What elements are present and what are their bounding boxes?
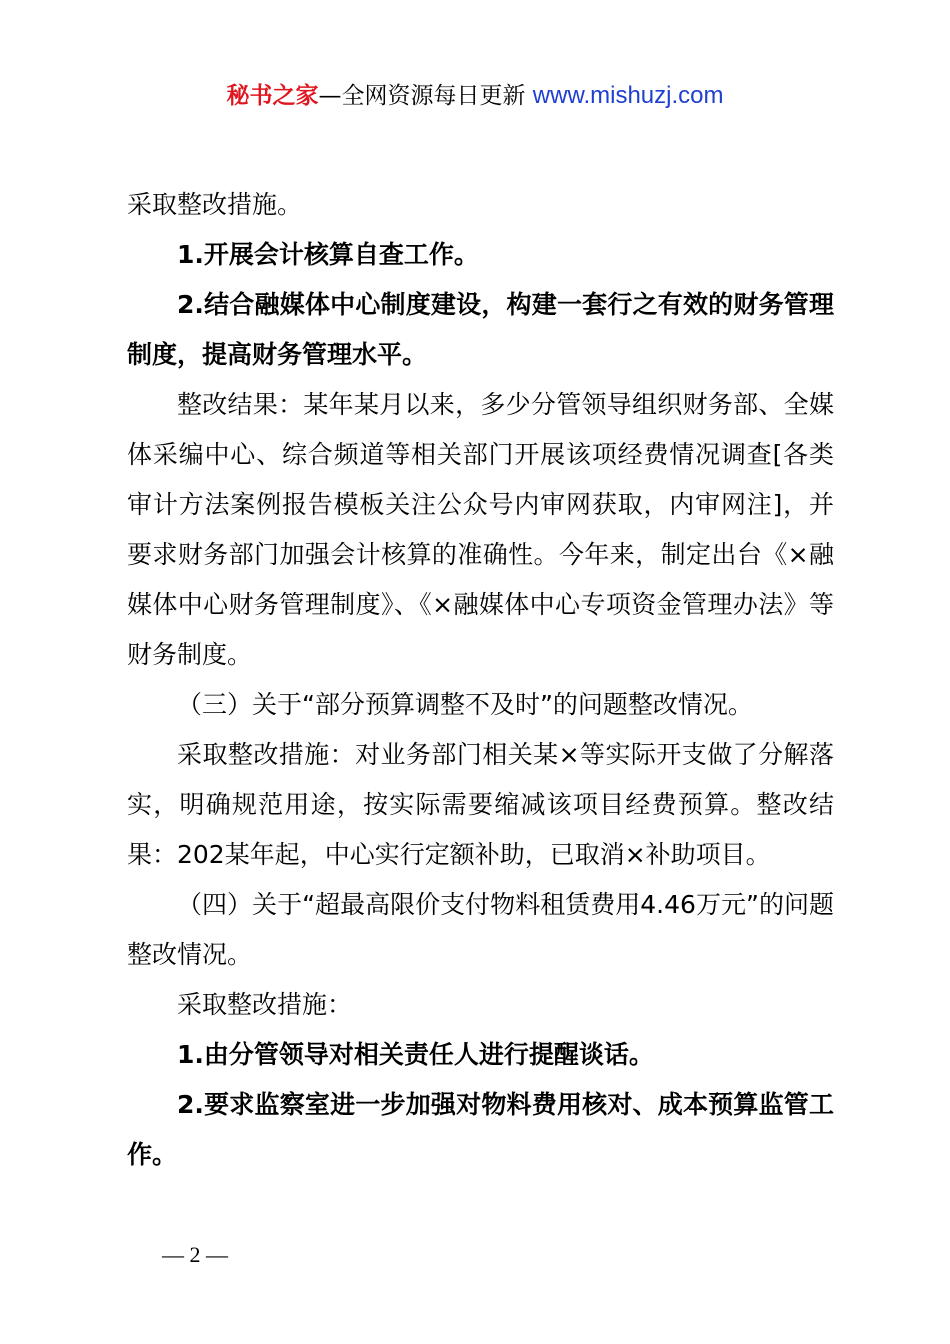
banner-tagline: —全网资源每日更新 bbox=[318, 83, 526, 109]
paragraph-section-3-measures: 采取整改措施：对业务部门相关某×等实际开支做了分解落实，明确规范用途，按实际需要缩减该项目经费预算。整改结果：202某年起，中心实行定额补助，已取消×补助项目。 bbox=[127, 740, 834, 869]
banner-brand: 秘书之家 bbox=[226, 83, 319, 109]
section-heading-3: （三）关于“部分预算调整不及时”的问题整改情况。 bbox=[177, 690, 753, 719]
paragraph-rectification-result: 整改结果：某年某月以来，多少分管领导组织财务部、全媒体采编中心、综合频道等相关部门开展该项经费情况调查[各类审计方法案例报告模板关注公众号内审网获取，内审网注]，并要求财务部门加强会计核算的准确性。今年来，制定出台《×融媒体中心财务管理制度》、《×融媒体中心专项资金管理办法》等财务制度。 bbox=[127, 390, 834, 669]
site-banner bbox=[0, 80, 950, 112]
paragraph-measure-1: 1.开展会计核算自查工作。 bbox=[177, 240, 479, 269]
paragraph-measures-intro: 采取整改措施。 bbox=[127, 190, 303, 219]
banner-url-link[interactable]: www.mishuzj.com bbox=[532, 82, 724, 109]
document-body bbox=[127, 180, 834, 1180]
paragraph-measure-2: 2.结合融媒体中心制度建设，构建一套行之有效的财务管理制度，提高财务管理水平。 bbox=[127, 290, 834, 369]
page-number: — 2 — bbox=[162, 1242, 228, 1267]
paragraph-section-4-measure-1: 1.由分管领导对相关责任人进行提醒谈话。 bbox=[177, 1040, 654, 1069]
paragraph-section-4-measure-2: 2.要求监察室进一步加强对物料费用核对、成本预算监管工作。 bbox=[127, 1090, 834, 1169]
paragraph-section-4-measures-intro: 采取整改措施： bbox=[177, 990, 353, 1019]
section-heading-4: （四）关于“超最高限价支付物料租赁费用4.46万元”的问题整改情况。 bbox=[127, 890, 834, 969]
